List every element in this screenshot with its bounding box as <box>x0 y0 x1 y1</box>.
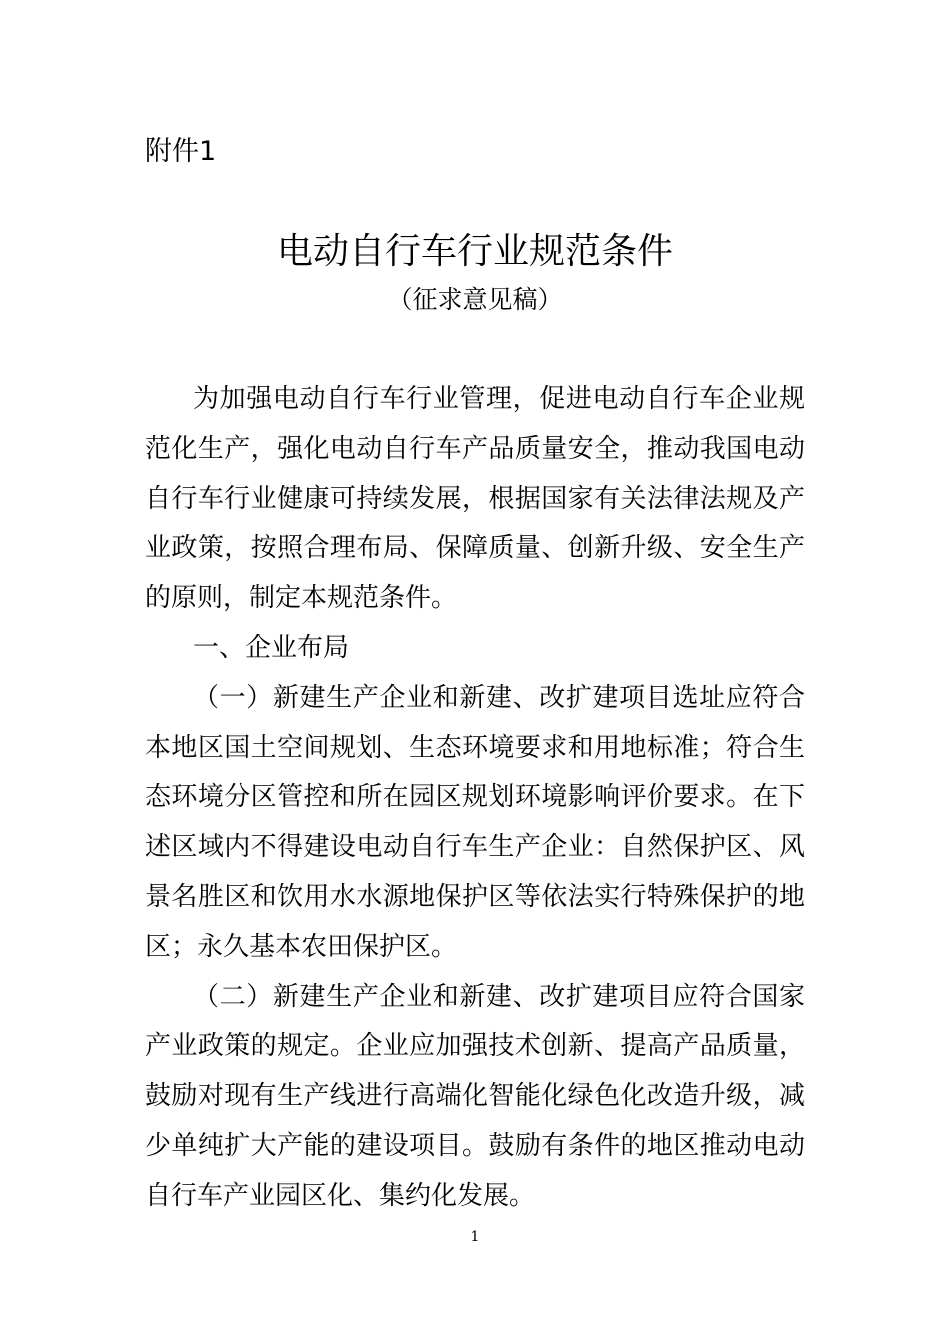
body-line: 的原则，制定本规范条件。 <box>145 583 458 614</box>
body-line: 区；永久基本农田保护区。 <box>145 931 458 962</box>
body-line: 自行车产业园区化、集约化发展。 <box>145 1180 536 1211</box>
body-line: 鼓励对现有生产线进行高端化智能化绿色化改造升级，减 <box>145 1081 805 1112</box>
body-line: 态环境分区管控和所在园区规划环境影响评价要求。在下 <box>145 782 805 813</box>
body-line: 产业政策的规定。企业应加强技术创新、提高产品质量， <box>145 1031 805 1062</box>
document-title: 电动自行车行业规范条件 <box>276 231 673 272</box>
body-line: 业政策，按照合理布局、保障质量、创新升级、安全生产 <box>145 533 805 564</box>
document-subtitle: （征求意见稿） <box>387 285 563 314</box>
body-line: 一、企业布局 <box>193 632 350 663</box>
body-line: 自行车行业健康可持续发展，根据国家有关法律法规及产 <box>145 483 805 514</box>
document-body <box>145 375 805 1222</box>
page-number: 1 <box>470 1229 480 1245</box>
body-line: 本地区国土空间规划、生态环境要求和用地标准；符合生 <box>145 732 805 763</box>
body-line: （二）新建生产企业和新建、改扩建项目应符合国家 <box>193 981 805 1012</box>
attachment-label: 附件1 <box>145 136 217 167</box>
body-line: 范化生产，强化电动自行车产品质量安全，推动我国电动 <box>145 433 805 464</box>
body-line: （一）新建生产企业和新建、改扩建项目选址应符合 <box>193 682 805 713</box>
body-line: 为加强电动自行车行业管理，促进电动自行车企业规 <box>193 384 805 414</box>
body-line: 景名胜区和饮用水水源地保护区等依法实行特殊保护的地 <box>145 881 805 912</box>
body-line: 述区域内不得建设电动自行车生产企业：自然保护区、风 <box>145 832 805 863</box>
body-line: 少单纯扩大产能的建设项目。鼓励有条件的地区推动电动 <box>145 1130 805 1161</box>
